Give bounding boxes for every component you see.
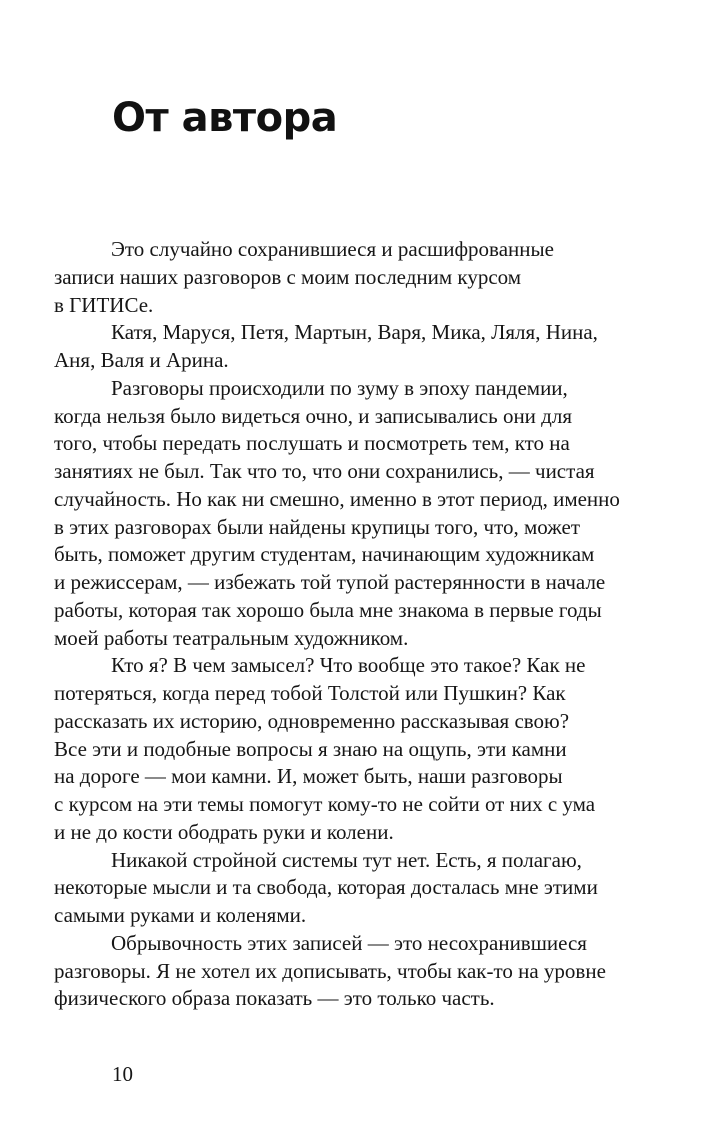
paragraph: Кто я? В чем замысел? Что вообще это такое? Как не потеряться, когда перед тобой Толстой или Пушкин? Как рассказать их историю, одновременно рассказывая свою? Все эти и подобные вопросы я знаю на ощупь, эти камни на дороге — мои камни. И, может быть, наши разговоры с курсом на эти темы помогут кому-то не сойти от них с ума и не до кости ободрать руки и колени.: [54, 653, 596, 844]
page-title: От автора: [112, 95, 338, 141]
paragraph: Обрывочность этих записей — это несохранившиеся разговоры. Я не хотел их дописывать, чтобы как-то на уровне физического образа показать — это только часть.: [54, 930, 606, 1011]
paragraph: Разговоры происходили по зуму в эпоху пандемии, когда нельзя было видеться очно, и записывались они для того, чтобы передать послушать и посмотреть тем, кто на занятиях не был. Так что то, что они сохранились, — чистая случайность. Но как ни смешно, именно в этот период, именно в этих разговорах были найдены крупицы того, что, может быть, поможет другим студентам, начинающим художникам и режиссерам, — избежать той тупой растерянности в начале работы, которая так хорошо была мне знакома в первые годы моей работы театральным художником.: [54, 375, 620, 650]
body-text: [54, 236, 718, 1013]
page-number: 10: [112, 1062, 133, 1086]
paragraph: Это случайно сохранившиеся и расшифрованные записи наших разговоров с моим последним курсом в ГИТИСе.: [54, 237, 554, 317]
paragraph: Катя, Маруся, Петя, Мартын, Варя, Мика, Ляля, Нина, Аня, Валя и Арина.: [54, 320, 598, 372]
paragraph: Никакой стройной системы тут нет. Есть, я полагаю, некоторые мысли и та свобода, которая досталась мне этими самыми руками и коленями.: [54, 847, 598, 927]
